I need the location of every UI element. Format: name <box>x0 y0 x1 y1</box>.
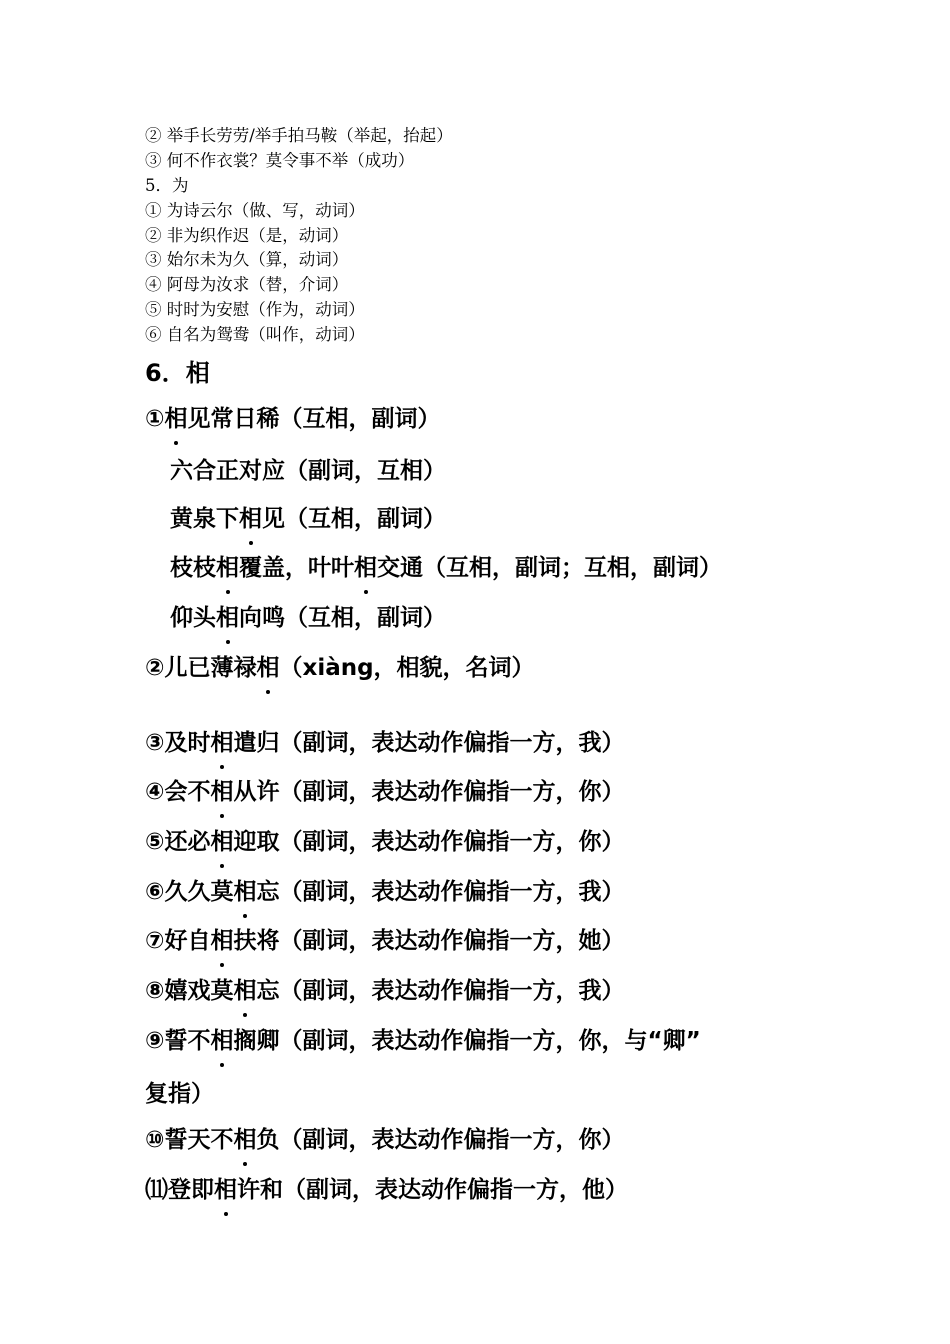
list-item <box>145 401 440 437</box>
list-item <box>145 824 624 860</box>
item-number: ⑤ <box>145 829 165 855</box>
emphasized-char: 相 <box>210 1023 233 1059</box>
list-item: ② 举手长劳劳/举手拍马鞍（举起，抬起） <box>145 126 453 145</box>
item-number: ④ <box>145 779 165 805</box>
item-text: 忘（副词，表达动作偏指一方，我） <box>256 978 625 1004</box>
item-number: ② <box>145 655 165 681</box>
emphasized-char: 相 <box>210 824 233 860</box>
item-text: 好自 <box>164 928 211 954</box>
list-item <box>145 1023 701 1059</box>
list-item: ⑤ 时时为安慰（作为，动词） <box>145 300 365 319</box>
list-item <box>145 650 535 686</box>
section-heading: 5．为 <box>145 176 189 195</box>
item-text: 扶将（副词，表达动作偏指一方，她） <box>233 928 625 954</box>
item-text: 交通（互相，副词；互相，副词） <box>377 555 722 581</box>
list-item <box>170 501 446 537</box>
list-item: ③ 何不作衣裳？莫令事不举（成功） <box>145 151 415 170</box>
list-item <box>145 774 624 810</box>
item-text: 向鸣（互相，副词） <box>239 605 446 631</box>
item-text: 覆盖，叶叶 <box>239 555 354 581</box>
item-text: 枝枝 <box>170 555 216 581</box>
list-item <box>170 550 722 586</box>
item-number: ⑾ <box>145 1177 168 1203</box>
list-item <box>145 1122 624 1158</box>
item-text: 誓天不 <box>164 1127 234 1153</box>
emphasized-char: 相 <box>216 550 239 586</box>
item-text: 见（互相，副词） <box>262 506 446 532</box>
emphasized-char: 相 <box>210 923 233 959</box>
item-number: ⑧ <box>145 978 165 1004</box>
emphasized-char: 相 <box>210 774 233 810</box>
emphasized-char: 相 <box>233 1122 256 1158</box>
emphasized-char: 相 <box>239 501 262 537</box>
section-heading: 6．相 <box>145 359 210 387</box>
item-text: 嬉戏莫 <box>164 978 234 1004</box>
item-number: ⑨ <box>145 1028 165 1054</box>
item-text: 迎取（副词，表达动作偏指一方，你） <box>233 829 625 855</box>
emphasized-char: 相 <box>210 725 233 761</box>
list-item <box>145 1076 214 1112</box>
item-text: 儿已薄禄 <box>164 655 257 681</box>
list-item: ④ 阿母为汝求（替，介词） <box>145 275 349 294</box>
item-text: 会不 <box>164 779 211 805</box>
item-text: 负（副词，表达动作偏指一方，你） <box>256 1127 625 1153</box>
item-number: ⑩ <box>145 1127 165 1153</box>
item-text: 从许（副词，表达动作偏指一方，你） <box>233 779 625 805</box>
emphasized-char: 相 <box>216 600 239 636</box>
emphasized-char: 相 <box>256 650 279 686</box>
emphasized-char: 相 <box>233 973 256 1009</box>
list-item <box>170 453 446 489</box>
item-text: 登即 <box>168 1177 214 1203</box>
list-item: ⑥ 自名为鸳鸯（叫作，动词） <box>145 325 365 344</box>
item-text: 久久莫 <box>164 879 234 905</box>
item-text: 复指） <box>145 1081 214 1107</box>
item-text: 还必 <box>164 829 211 855</box>
list-item <box>145 874 624 910</box>
list-item <box>145 923 624 959</box>
item-text: （xiàng，相貌，名词） <box>279 655 535 681</box>
item-number: ⑥ <box>145 879 165 905</box>
item-text: 遣归（副词，表达动作偏指一方，我） <box>233 730 625 756</box>
item-text: 忘（副词，表达动作偏指一方，我） <box>256 879 625 905</box>
item-number: ⑦ <box>145 928 165 954</box>
item-text: 黄泉下 <box>170 506 239 532</box>
item-text: 六合正对应（副词，互相） <box>170 458 446 484</box>
item-text: 见常日稀（互相，副词） <box>187 406 441 432</box>
list-item <box>145 973 624 1009</box>
list-item <box>145 725 624 761</box>
item-number: ① <box>145 406 165 432</box>
item-text: 搁卿（副词，表达动作偏指一方，你，与“卿” <box>233 1028 701 1054</box>
list-item <box>145 1172 628 1208</box>
emphasized-char: 相 <box>164 401 187 437</box>
list-item: ② 非为织作迟（是，动词） <box>145 226 349 245</box>
item-text: 许和（副词，表达动作偏指一方，他） <box>237 1177 628 1203</box>
emphasized-char: 相 <box>214 1172 237 1208</box>
list-item: ③ 始尔未为久（算，动词） <box>145 250 349 269</box>
emphasized-char: 相 <box>233 874 256 910</box>
item-text: 及时 <box>164 730 211 756</box>
item-text: 仰头 <box>170 605 216 631</box>
list-item: ① 为诗云尔（做、写，动词） <box>145 201 365 220</box>
item-number: ③ <box>145 730 165 756</box>
item-text: 誓不 <box>164 1028 211 1054</box>
emphasized-char: 相 <box>354 550 377 586</box>
list-item <box>170 600 446 636</box>
